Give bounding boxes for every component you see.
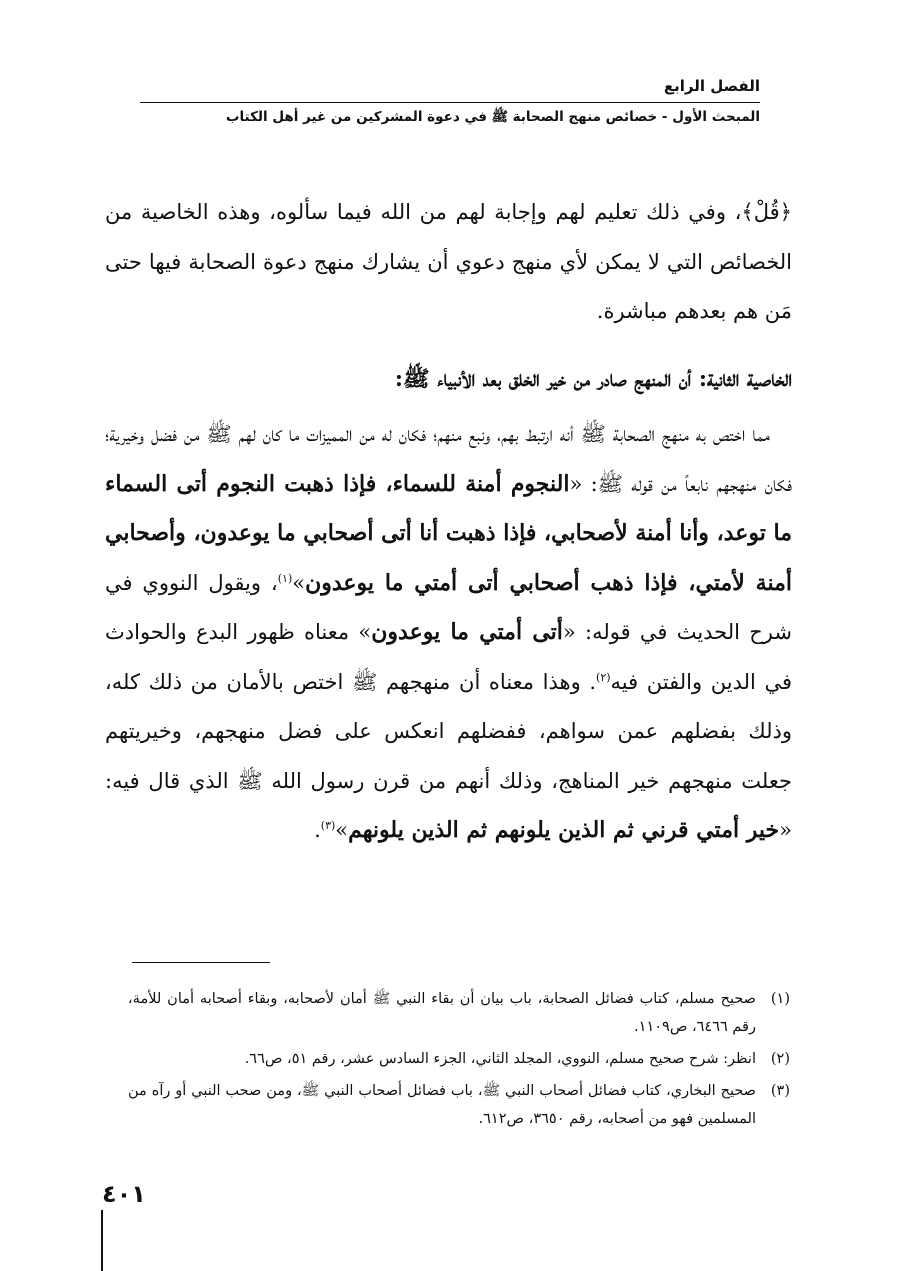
footnote-ref-3[interactable]: (٣) — [320, 819, 336, 832]
quote-nawawi: أتى أمتي ما يوعدون — [371, 619, 563, 645]
footnote-text: صحيح مسلم، كتاب فضائل الصحابة، باب بيان أن بقاء النبي ﷺ أمان لأصحابه، وبقاء أصحابه أمان للأمة، رقم ٦٤٦٦، ص١١٠٩. — [128, 991, 756, 1035]
footnotes — [128, 985, 790, 1137]
chapter-title: الفصل الرابع — [663, 77, 760, 95]
section-heading: الخاصية الثانية: أن المنهج صادر من خير الخلق بعد الأنبياء ﷺ: — [394, 365, 792, 392]
p2-text-a: مما اختص به منهج الصحابة ﷺ أنه ارتبط بهم، ونبع منهم؛ فكان له من المميزات ما كان لهم ﷺ من فضل وخيرية؛ فكان منهجهم نابعاً من قوله ﷺ: « — [105, 422, 792, 496]
footnote-number: (٣) — [770, 1083, 790, 1099]
page-number: ٤٠١ — [102, 1180, 146, 1208]
footnote-text: انظر: شرح صحيح مسلم، النووي، المجلد الثاني، الجزء السادس عشر، رقم ٥١، ص٦٦. — [244, 1051, 756, 1067]
header-rule — [140, 102, 760, 103]
p2-close-quote-2: » — [335, 818, 349, 842]
p2-close-quote-1: » — [292, 570, 306, 595]
running-header — [140, 76, 760, 127]
p2-text-e: . وهذا معناه أن منهجهم ﷺ اختص بالأمان من ذلك كله، وذلك بفضلهم عمن سواهم، ففضلهم انعكس على فضل منهجهم، وخيريتهم جعلت منهجهم خير المناهج، وذلك أنهم من قرن رسول الله ﷺ الذي قال فيه: « — [105, 669, 792, 842]
footnote-number: (٢) — [770, 1051, 790, 1067]
hadith-best-generation: خير أمتي قرني ثم الذين يلونهم ثم الذين يلونهم — [348, 817, 780, 843]
p2-text-d: » معناه ظهور البدع والحوادث في الدين والفتن فيه — [105, 620, 792, 694]
footnote-ref-1[interactable]: (١) — [277, 571, 293, 585]
section-title: المبحث الأول - خصائص منهج الصحابة ﷺ في دعوة المشركين من غير أهل الكتاب — [225, 109, 760, 125]
footnote-1 — [128, 985, 790, 1041]
paragraph-1: ﴿قُلْ﴾، وفي ذلك تعليم لهم وإجابة لهم من الله فيما سألوه، وهذه الخاصية من الخصائص التي لا يمكن لأي منهج دعوي أن يشارك منهج دعوة الصحابة فيها حتى مَن هم بعدهم مباشرة. — [105, 200, 792, 323]
footnote-text: صحيح البخاري، كتاب فضائل أصحاب النبي ﷺ، باب فضائل أصحاب النبي ﷺ، ومن صحب النبي أو رآه من المسلمين فهو من أصحابه، رقم ٣٦٥٠، ص٦١٢. — [128, 1083, 756, 1127]
footnote-number: (١) — [770, 991, 790, 1007]
main-text — [105, 188, 792, 856]
paragraph-2 — [105, 410, 792, 856]
p2-text-c: ، ويقول النووي في شرح الحديث في قوله: « — [105, 570, 792, 644]
footnote-3 — [128, 1077, 790, 1133]
footnote-ref-2[interactable]: (٢) — [596, 670, 611, 684]
hadith-stars: النجوم أمنة للسماء، فإذا ذهبت النجوم أتى السماء ما توعد، وأنا أمنة لأصحابي، فإذا ذهبت أنا أتى أصحابي ما يوعدون، وأصحابي أمنة لأمتي، فإذا ذهب أصحابي أتى أمتي ما يوعدون — [105, 470, 792, 596]
footnote-2 — [128, 1045, 790, 1073]
footnote-separator — [132, 962, 270, 963]
margin-rule — [101, 1210, 103, 1271]
p2-end: . — [314, 818, 321, 842]
